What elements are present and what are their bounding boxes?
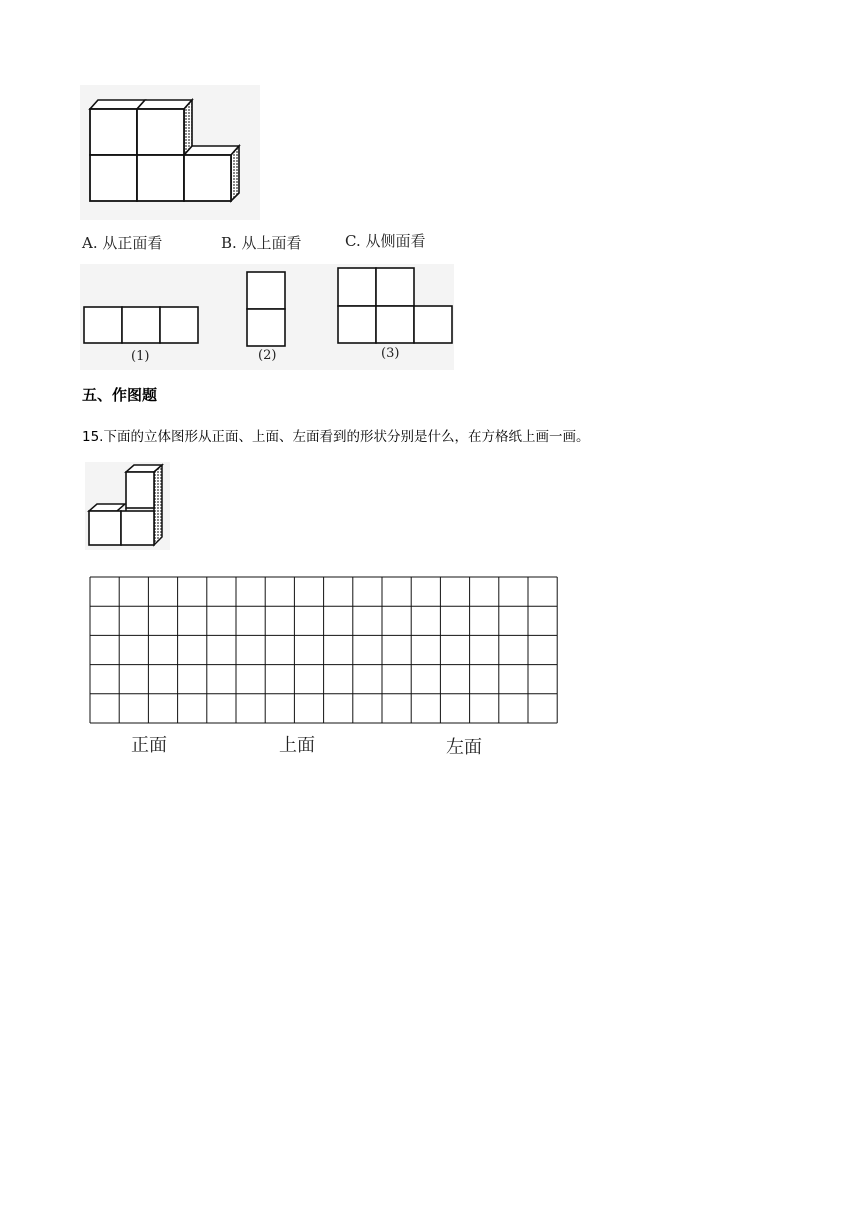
option-3-caption: (3) [381,346,400,361]
question-15 [82,425,589,445]
grid-label-front: 正面 [131,735,167,756]
option-2-caption: (2) [258,348,277,363]
option-c-label: C. 从侧面看 [345,232,426,250]
option-b-label: B. 从上面看 [221,234,302,252]
option-a-label: A. 从正面看 [82,234,163,252]
grid-label-left: 左面 [446,737,482,758]
grid-label-top: 上面 [279,735,315,756]
option-1-caption: (1) [131,349,150,364]
section-title: 五、作图题 [82,386,158,404]
grid-paper[interactable] [89,576,561,726]
cube-figure-2 [85,462,170,550]
cube-figure-1 [80,85,260,220]
question-number: 15. [82,429,104,445]
question-text: 下面的立体图形从正面、上面、左面看到的形状分别是什么，在方格纸上画一画。 [103,429,590,445]
